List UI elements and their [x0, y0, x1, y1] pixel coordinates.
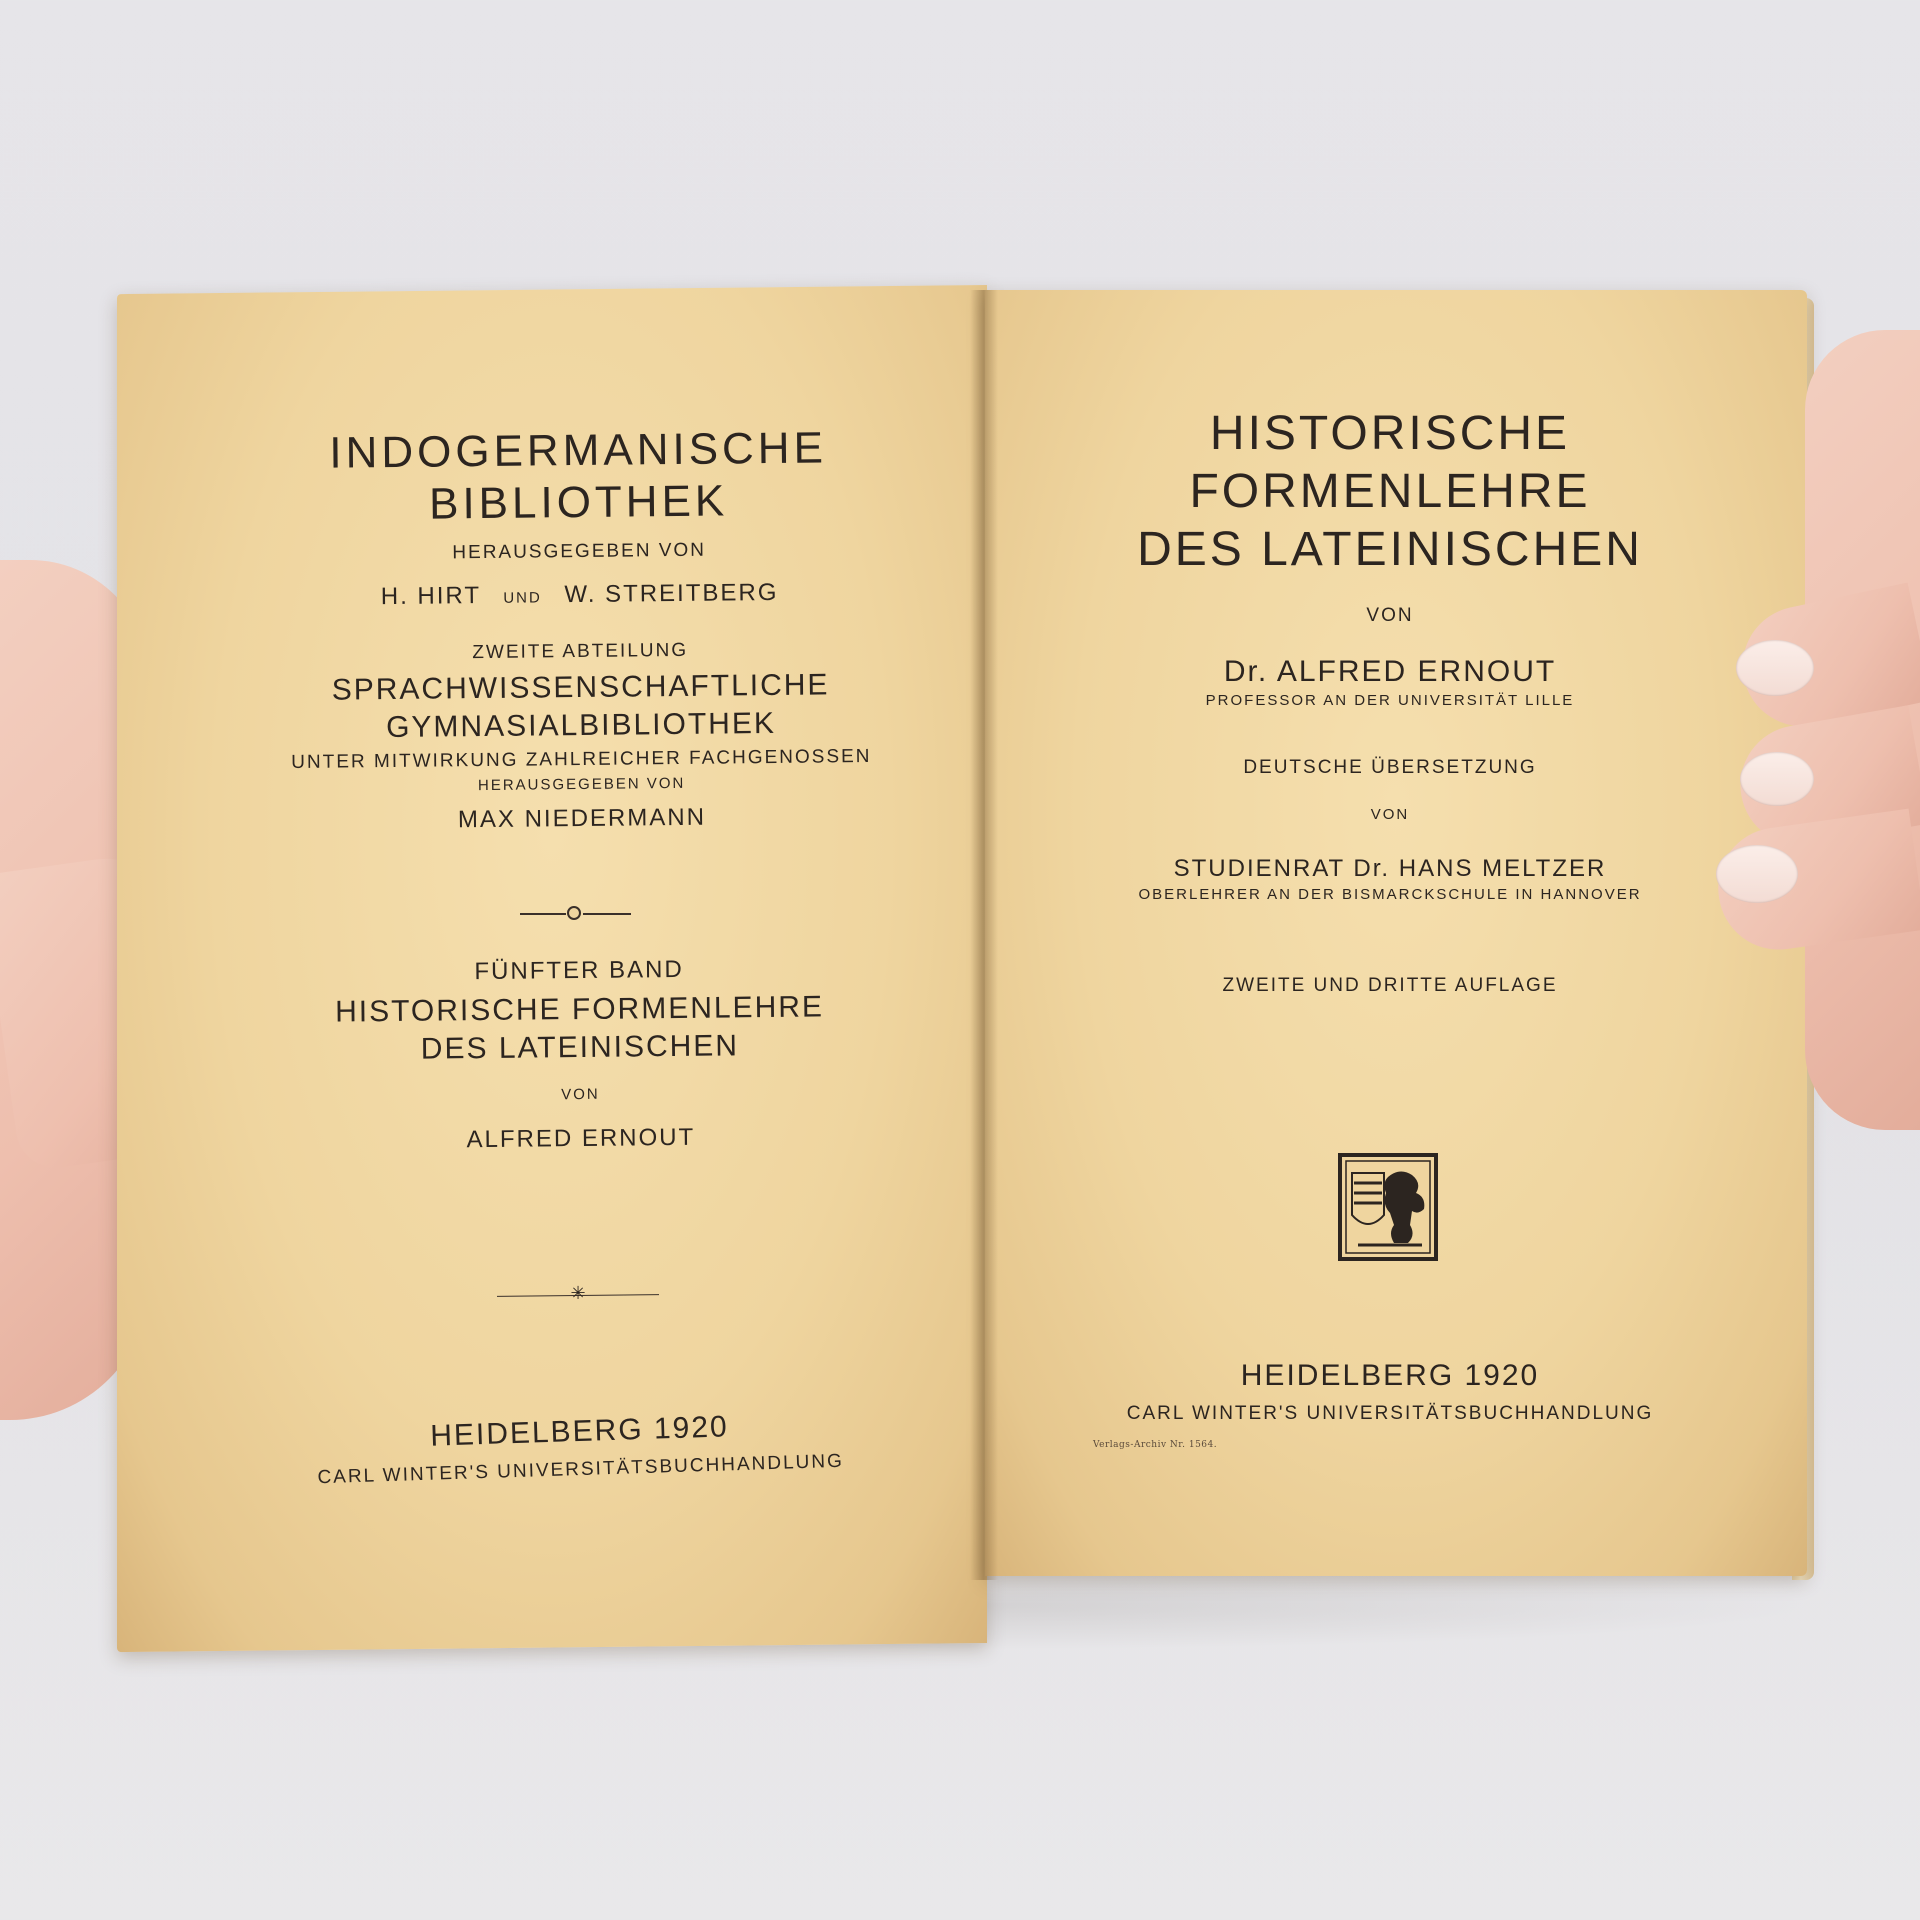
- left-by: VON: [561, 1085, 600, 1104]
- right-imprint: [1080, 1357, 1700, 1427]
- right-author: Dr. ALFRED ERNOUT: [1223, 655, 1557, 688]
- edited-by-2: HERAUSGEGEBEN VON: [477, 774, 686, 795]
- translator-role: OBERLEHRER AN DER BISMARCKSCHULE IN HANNOVER: [1138, 886, 1642, 903]
- left-page-volume: [239, 951, 921, 1158]
- archive-note: Verlags-Archiv Nr. 1564.: [1093, 1440, 1218, 1450]
- title-line-3: DES LATEINISCHEN: [1137, 523, 1643, 576]
- collaboration-note: UNTER MITWIRKUNG ZAHLREICHER FACHGENOSSEN: [291, 745, 872, 774]
- series-title-line-1: INDOGERMANISCHE: [329, 423, 828, 478]
- title-line-2: FORMENLEHRE: [1189, 465, 1591, 518]
- translation-label: DEUTSCHE ÜBERSETZUNG: [1243, 757, 1537, 778]
- volume-title-2: DES LATEINISCHEN: [420, 1029, 740, 1066]
- right-page-title: [1080, 405, 1700, 999]
- edition: ZWEITE UND DRITTE AUFLAGE: [1222, 975, 1558, 996]
- editor-and: UND: [503, 589, 542, 607]
- right-finger-2-nail: [1740, 752, 1814, 806]
- subseries-line-2: GYMNASIALBIBLIOTHEK: [385, 706, 777, 745]
- lion-emblem-icon: [1338, 1153, 1438, 1261]
- series-title-line-2: BIBLIOTHEK: [428, 476, 729, 529]
- ornament-circle: [567, 906, 581, 920]
- right-by: VON: [1366, 605, 1414, 626]
- left-imprint-publisher: CARL WINTER'S UNIVERSITÄTSBUCHHANDLUNG: [317, 1450, 845, 1489]
- left-page-text: [238, 421, 922, 838]
- editor-hirt: H. HIRT: [380, 582, 481, 611]
- right-imprint-publisher: CARL WINTER'S UNIVERSITÄTSBUCHHANDLUNG: [1126, 1403, 1654, 1424]
- volume-number: FÜNFTER BAND: [474, 955, 684, 986]
- ornament-rule-left-1b: [583, 913, 631, 915]
- right-finger-3-nail: [1716, 845, 1798, 903]
- author-role: PROFESSOR AN DER UNIVERSITÄT LILLE: [1205, 692, 1575, 709]
- right-by-2: VON: [1370, 806, 1410, 823]
- translator: STUDIENRAT Dr. HANS MELTZER: [1173, 855, 1607, 882]
- division: ZWEITE ABTEILUNG: [472, 639, 689, 664]
- ornament-rule-left-1a: [520, 913, 566, 915]
- subseries-line-1: SPRACHWISSENSCHAFTLICHE: [331, 668, 830, 707]
- editor-niedermann: MAX NIEDERMANN: [457, 803, 707, 834]
- ornament-star: ✳: [570, 1283, 586, 1303]
- right-finger-1-nail: [1736, 640, 1814, 696]
- left-author: ALFRED ERNOUT: [466, 1123, 696, 1154]
- book-gutter: [970, 290, 998, 1580]
- edited-by: HERAUSGEGEBEN VON: [452, 539, 707, 564]
- editor-streitberg: W. STREITBERG: [564, 578, 779, 609]
- volume-title-1: HISTORISCHE FORMENLEHRE: [334, 990, 825, 1029]
- left-imprint-place: HEIDELBERG 1920: [429, 1410, 730, 1453]
- right-imprint-place: HEIDELBERG 1920: [1240, 1359, 1540, 1392]
- title-line-1: HISTORISCHE: [1209, 407, 1571, 460]
- editors-line: [239, 575, 919, 614]
